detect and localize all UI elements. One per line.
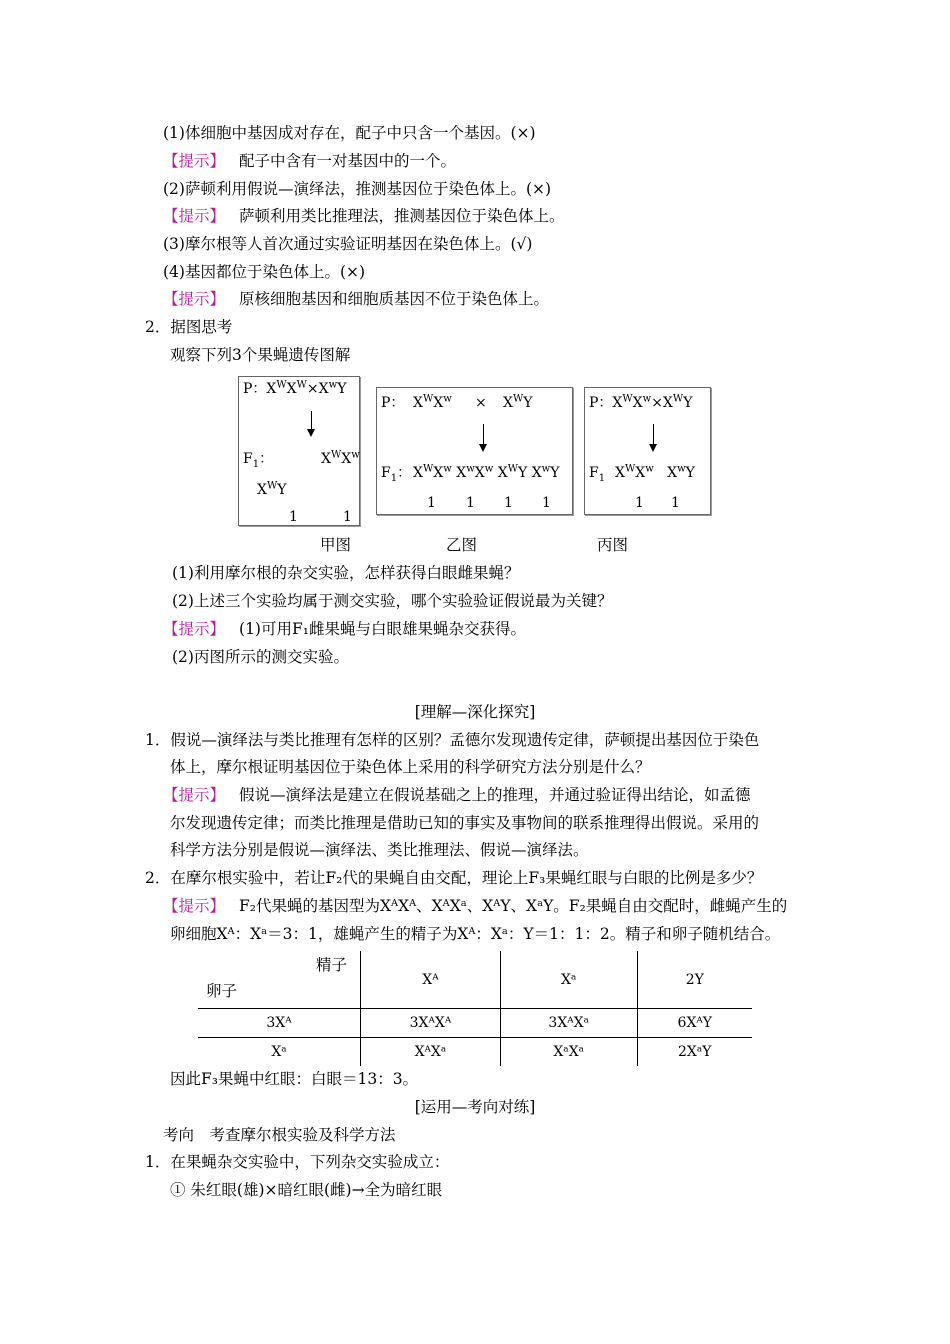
section-title: 据图思考 <box>170 318 233 336</box>
table-header-cell: 2Y <box>637 951 752 1009</box>
p-label: P： <box>589 395 613 411</box>
p-label: P： <box>243 381 267 397</box>
bing-f1-offspring: $X^WX^w$ $X^wY$ <box>615 463 695 481</box>
hint-text: 配子中含有一对基因中的一个。 <box>239 152 457 170</box>
hint-row-3 <box>163 289 549 309</box>
deep-header: [理解—深化探究] <box>414 703 536 721</box>
yi-ratio: 1 <box>466 495 475 511</box>
egg-label: 卵子 <box>206 982 238 1000</box>
deep-a2-line1: 【提示】 F₂代果蝇的基因型为XᴬXᴬ、XᴬXᵃ、XᴬY、XᵃY。F₂果蝇自由交配时，雌蝇产生的 <box>163 897 788 915</box>
diagram-yi <box>376 387 573 515</box>
table-cell: 6XᴬY <box>637 1009 752 1038</box>
table-corner <box>198 951 361 1009</box>
hint-label: 【提示】 <box>163 897 226 915</box>
yi-f1-offspring: $X^WX^w$ $X^wX^w$ $X^WY$ $X^wY$ <box>413 463 560 481</box>
table-header-cell: Xᴬ <box>361 951 501 1009</box>
yi-ratio: 1 <box>504 495 513 511</box>
question-1: (1)利用摩尔根的杂交实验，怎样获得白眼雌果蝇？ <box>172 564 520 582</box>
jia-ratio-1: 1 <box>289 509 298 525</box>
answer-1: (1)可用F₁雌果蝇与白眼雄果蝇杂交获得。 <box>239 620 526 638</box>
yi-p-label: P： <box>381 395 405 411</box>
statement-3: (3)摩尔根等人首次通过实验证明基因在染色体上。(√) <box>163 235 533 253</box>
diagram-bing <box>584 387 711 515</box>
hint-label: 【提示】 <box>163 620 226 638</box>
table-cell: 3XᴬXᴬ <box>361 1009 501 1038</box>
bing-ratio-2: 1 <box>671 495 680 511</box>
answer-row-1 <box>163 619 526 639</box>
table-row <box>198 951 752 1009</box>
diagram-intro: 观察下列3个果蝇遗传图解 <box>170 346 351 364</box>
apply-item-1: ① 朱红眼(雄)×暗红眼(雌)→全为暗红眼 <box>170 1181 443 1199</box>
q-number: 2． <box>145 869 171 887</box>
hint-label: 【提示】 <box>163 152 226 170</box>
table-row <box>198 1009 752 1038</box>
table-row <box>198 1038 752 1067</box>
jia-f1-female: $X^WX^w$ <box>321 449 360 467</box>
statement-4: (4)基因都位于染色体上。(×) <box>163 263 366 281</box>
deep-q2: 2．在摩尔根实验中，若让F₂代的果蝇自由交配，理论上F₃果蝇红眼与白眼的比例是多少？ <box>145 869 763 887</box>
deep-q1-line2: 体上，摩尔根证明基因位于染色体上采用的科学研究方法分别是什么？ <box>170 758 651 776</box>
question-2: (2)上述三个实验均属于测交实验，哪个实验验证假说最为关键？ <box>172 592 613 610</box>
conclusion: 因此F₃果蝇中红眼：白眼＝13：3。 <box>170 1070 419 1088</box>
section-number: 2． <box>145 318 171 336</box>
yi-ratio: 1 <box>427 495 436 511</box>
hint-row-1 <box>163 151 456 171</box>
table-cell: XᵃXᵃ <box>500 1038 637 1067</box>
hint-label: 【提示】 <box>163 786 226 804</box>
table-row-header: 3Xᴬ <box>198 1009 361 1038</box>
q-number: 1． <box>145 731 171 749</box>
jia-ratio-2: 1 <box>343 509 352 525</box>
section-2-heading <box>145 317 232 337</box>
answer-2: (2)丙图所示的测交实验。 <box>172 648 349 666</box>
yi-cross: × <box>475 395 487 411</box>
bing-f1-label: $F_1$ <box>589 465 606 484</box>
table-cell: 2XᵃY <box>637 1038 752 1067</box>
apply-header: [运用—考向对练] <box>414 1098 536 1116</box>
deep-q1-line1: 1．假说—演绎法与类比推理有怎样的区别？孟德尔发现遗传定律，萨顿提出基因位于染色 <box>145 731 760 749</box>
yi-female: $X^WX^w$ <box>413 393 452 411</box>
caption-jia: 甲图 <box>320 536 352 554</box>
statement-1: (1)体细胞中基因成对存在，配子中只含一个基因。(×) <box>163 124 536 142</box>
apply-q1: 1．在果蝇杂交实验中，下列杂交实验成立： <box>145 1153 450 1171</box>
deep-a2-line2: 卵细胞Xᴬ：Xᵃ＝3：1，雄蝇产生的精子为Xᴬ：Xᵃ：Y＝1：1：2。精子和卵子随机结合。 <box>170 925 781 943</box>
down-arrow-icon <box>653 424 654 450</box>
hint-text: 原核细胞基因和细胞质基因不位于染色体上。 <box>239 290 550 308</box>
down-arrow-icon <box>483 424 484 450</box>
table-header-cell: Xᵃ <box>500 951 637 1009</box>
down-arrow-icon <box>311 411 312 435</box>
deep-a1-line1: 【提示】 假说—演绎法是建立在假说基础之上的推理，并通过验证得出结论，如孟德 <box>163 786 751 804</box>
sperm-label: 精子 <box>316 956 348 974</box>
deep-a1-line3: 科学方法分别是假说—演绎法、类比推理法、假说—演绎法。 <box>170 841 589 859</box>
direction-heading: 考向 考查摩尔根实验及科学方法 <box>163 1126 396 1144</box>
bing-parents: P：$X^WX^w\times X^WY$ <box>589 393 693 411</box>
diagram-jia <box>238 376 360 526</box>
yi-f1-label: $F_1$： <box>381 465 412 484</box>
hint-row-2 <box>163 206 565 226</box>
bing-ratio-1: 1 <box>635 495 644 511</box>
table-cell: XᴬXᵃ <box>361 1038 501 1067</box>
jia-f1-label: $F_1$： <box>243 451 274 470</box>
jia-f1-male: $X^WY$ <box>257 480 287 498</box>
deep-a1-line2: 尔发现遗传定律；而类比推理是借助已知的事实及事物间的联系推理得出假说。采用的 <box>170 814 760 832</box>
yi-ratio: 1 <box>542 495 551 511</box>
punnett-table <box>198 951 752 1066</box>
caption-bing: 丙图 <box>597 536 629 554</box>
statement-2: (2)萨顿利用假说—演绎法，推测基因位于染色体上。(×) <box>163 180 552 198</box>
jia-parents: P：$X^WX^W\times X^wY$ <box>243 379 347 397</box>
hint-text: 萨顿利用类比推理法，推测基因位于染色体上。 <box>239 207 565 225</box>
hint-label: 【提示】 <box>163 207 226 225</box>
caption-yi: 乙图 <box>446 536 478 554</box>
hint-label: 【提示】 <box>163 290 226 308</box>
yi-male: $X^WY$ <box>503 393 533 411</box>
table-row-header: Xᵃ <box>271 1044 287 1060</box>
q-number: 1． <box>145 1153 171 1171</box>
table-cell: 3XᴬXᵃ <box>500 1009 637 1038</box>
